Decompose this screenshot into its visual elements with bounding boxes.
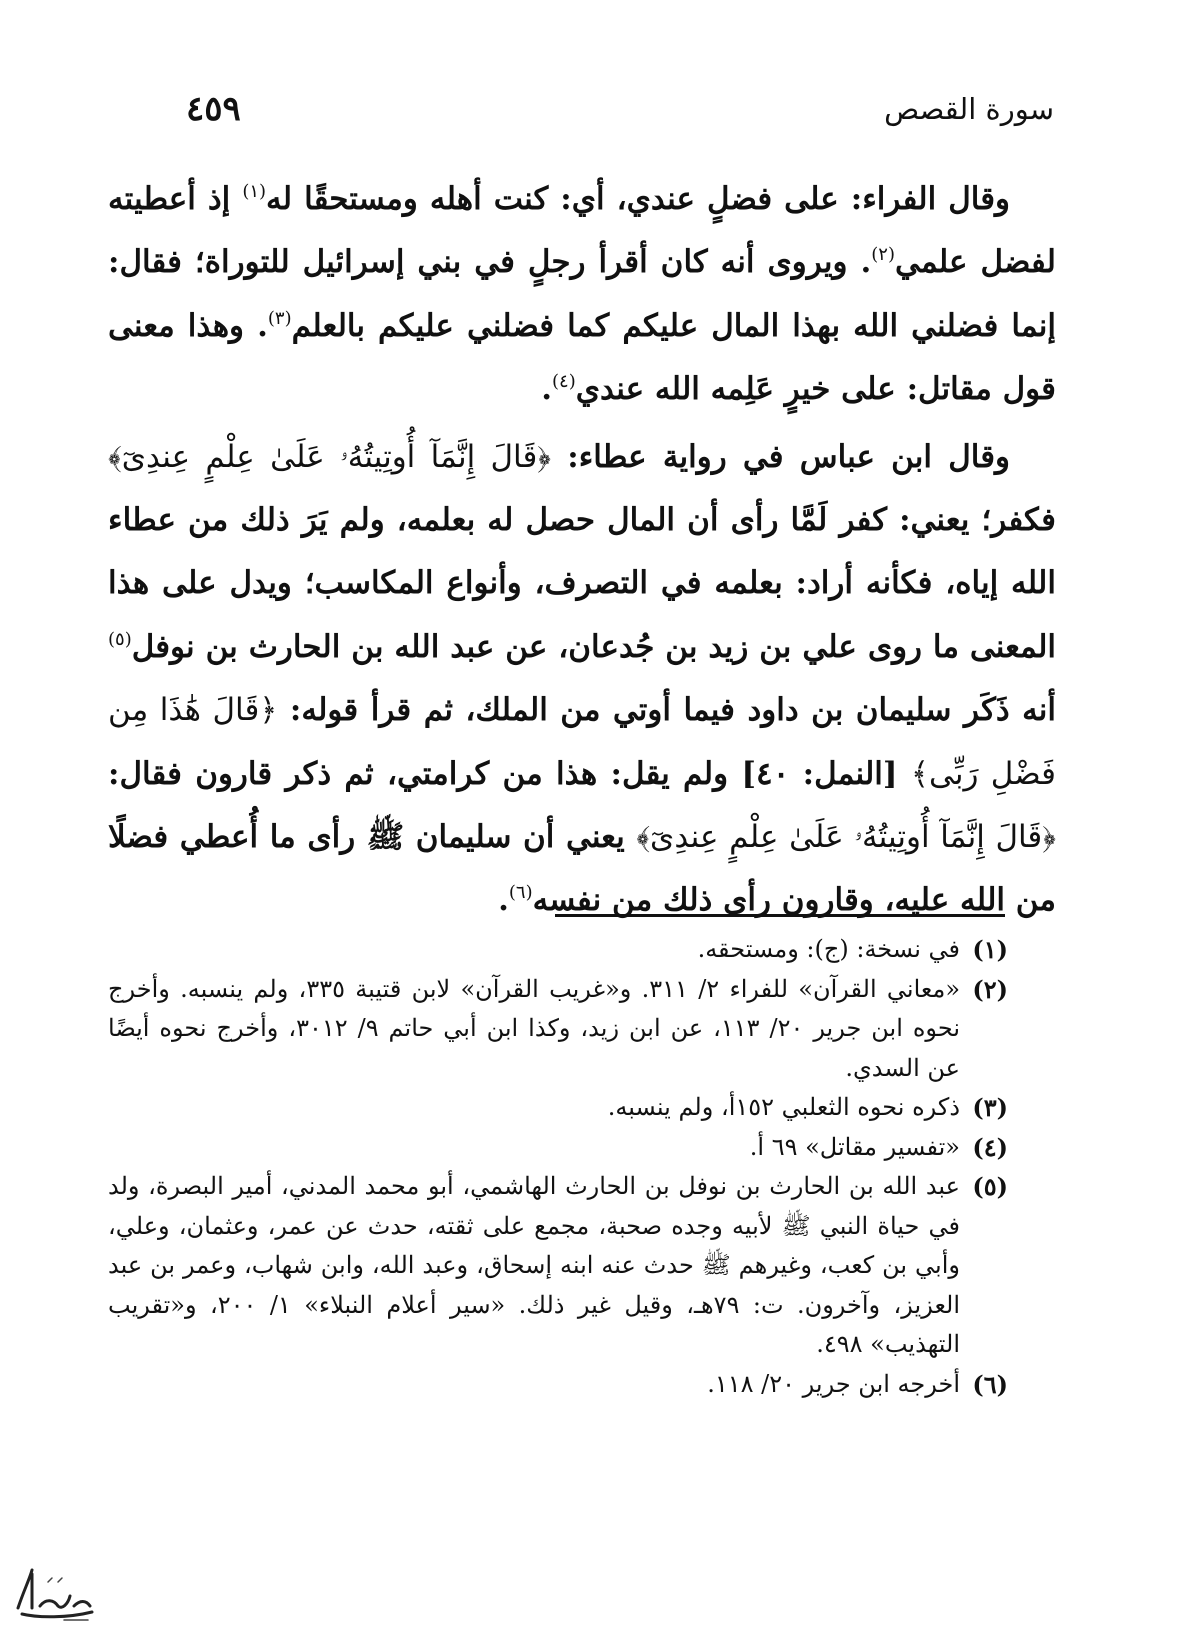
quran-quote: ﴿قَالَ إِنَّمَآ أُوتِيتُهُۥ عَلَىٰ عِلْمٍ عِندِىٓ﴾ — [108, 438, 552, 475]
footnote-text: «معاني القرآن» للفراء ٢/ ٣١١. و«غريب القرآن» لابن قتيبة ٣٣٥، ولم ينسبه. وأخرج نحوه ابن جرير ٢٠/ ١١٣، عن ابن زيد، وكذا ابن أبي حاتم ٩/ ٣٠١٢، وأخرج نحوه أيضًا عن السدي. — [108, 974, 961, 1082]
footnote — [108, 1128, 1008, 1168]
paragraph-1 — [108, 168, 1056, 422]
footnote-number: (٦) — [972, 1369, 1008, 1399]
text-run: أنه ذَكَر سليمان بن داود فيما أوتي من الملك، ثم قرأ قوله: — [277, 692, 1056, 729]
quran-quote: ﴿قَالَ إِنَّمَآ أُوتِيتُهُۥ عَلَىٰ عِلْمٍ عِندِىٓ﴾ — [636, 819, 1056, 856]
text-run: . — [498, 882, 509, 919]
text-run: يعني أن سليمان — [404, 819, 637, 856]
text-run: فكفر؛ يعني: كفر لَمَّا رأى أن المال حصل له بعلمه، ولم يَرَ ذلك من عطاء الله إياه، فكأنه أراد: بعلمه في التصرف، وأنواع المكاسب؛ ويدل على هذا المعنى ما روى علي بن زيد بن جُدعان، عن عبد الله بن الحارث بن نوفل — [108, 502, 1056, 665]
honorific-glyph: ﷺ — [366, 819, 405, 856]
footnote-text: أخرجه ابن جرير ٢٠/ ١١٨. — [707, 1369, 960, 1398]
text-run: . — [541, 371, 553, 408]
footnote-number: (٣) — [972, 1093, 1008, 1122]
text-run: وقال ابن عباس في رواية عطاء: — [551, 438, 1010, 475]
text-run: . ويروى أنه كان أقرأ رجلٍ في بني إسرائيل للتوراة؛ فقال: إنما فضلني الله بهذا المال عليكم كما فضلني عليكم بالعلم — [108, 244, 1056, 344]
footnote-ref[interactable]: (٢) — [871, 244, 895, 266]
footnote-number: (١) — [972, 935, 1008, 964]
footnote — [108, 970, 1008, 1089]
sura-title: سورة القصص — [884, 92, 1054, 126]
footnote-divider — [555, 914, 1005, 917]
footnote-text: في نسخة: (ج): ومستحقه. — [697, 935, 960, 963]
text-run: إذ أعطيته لفضل علمي — [108, 181, 1056, 281]
main-text — [108, 168, 1056, 933]
footnote-number: (٢) — [972, 974, 1008, 1004]
footnote-ref[interactable]: (٣) — [267, 307, 292, 329]
footnote-ref[interactable]: (٦) — [508, 882, 533, 904]
paragraph-2 — [108, 426, 1056, 933]
footnote — [108, 1088, 1008, 1128]
footnote-text: ذكره نحوه الثعلبي ١٥٢أ، ولم ينسبه. — [607, 1093, 960, 1121]
text-run: وقال الفراء: على فضلٍ عندي، أي: كنت أهله ومستحقًا له — [266, 181, 1011, 217]
footnote-ref[interactable]: (٤) — [552, 371, 576, 393]
text-run: رأى ما أُعطي فضلًا من الله عليه، وقارون رأى ذلك من نفسه — [108, 819, 1056, 919]
text-run: [النمل: ٤٠] ولم يقل: هذا من كرامتي، ثم ذكر قارون فقال: — [108, 755, 911, 792]
page-header — [186, 84, 1054, 134]
footnote-number: (٥) — [972, 1172, 1008, 1201]
calligraphy-logo-icon — [8, 1560, 98, 1630]
footnote-number: (٤) — [972, 1132, 1008, 1162]
page-number: ٤٥٩ — [186, 89, 241, 129]
footnote — [108, 930, 1008, 970]
footnote — [108, 1365, 1008, 1405]
quran-quote: ﴿قَالَ هَٰذَا مِن فَضْلِ رَبِّى﴾ — [108, 692, 1056, 792]
footnote-text: «تفسير مقاتل» ٦٩ أ. — [749, 1132, 960, 1161]
footnote — [108, 1167, 1008, 1365]
footnote-ref[interactable]: (١) — [242, 181, 267, 202]
text-run: . وهذا معنى قول مقاتل: على خيرٍ عَلِمه الله عندي — [108, 307, 1056, 408]
footnotes — [108, 930, 1008, 1404]
footnote-text: عبد الله بن الحارث بن نوفل بن الحارث الهاشمي، أبو محمد المدني، أمير البصرة، ولد في حياة النبي ﷺ لأبيه وجده صحبة، مجمع على ثقته، حدث عن عمر، وعثمان، وعلي، وأبي بن كعب، وغيرهم ﷺ حدث عنه ابنه إسحاق، وعبد الله، وابن شهاب، وعمر بن عبد العزيز، وآخرون. ت: ٧٩هـ، وقيل غير ذلك. «سير أعلام النبلاء» ١/ ٢٠٠، و«تقريب التهذيب» ٤٩٨. — [108, 1172, 961, 1358]
footnote-ref[interactable]: (٥) — [108, 628, 132, 650]
